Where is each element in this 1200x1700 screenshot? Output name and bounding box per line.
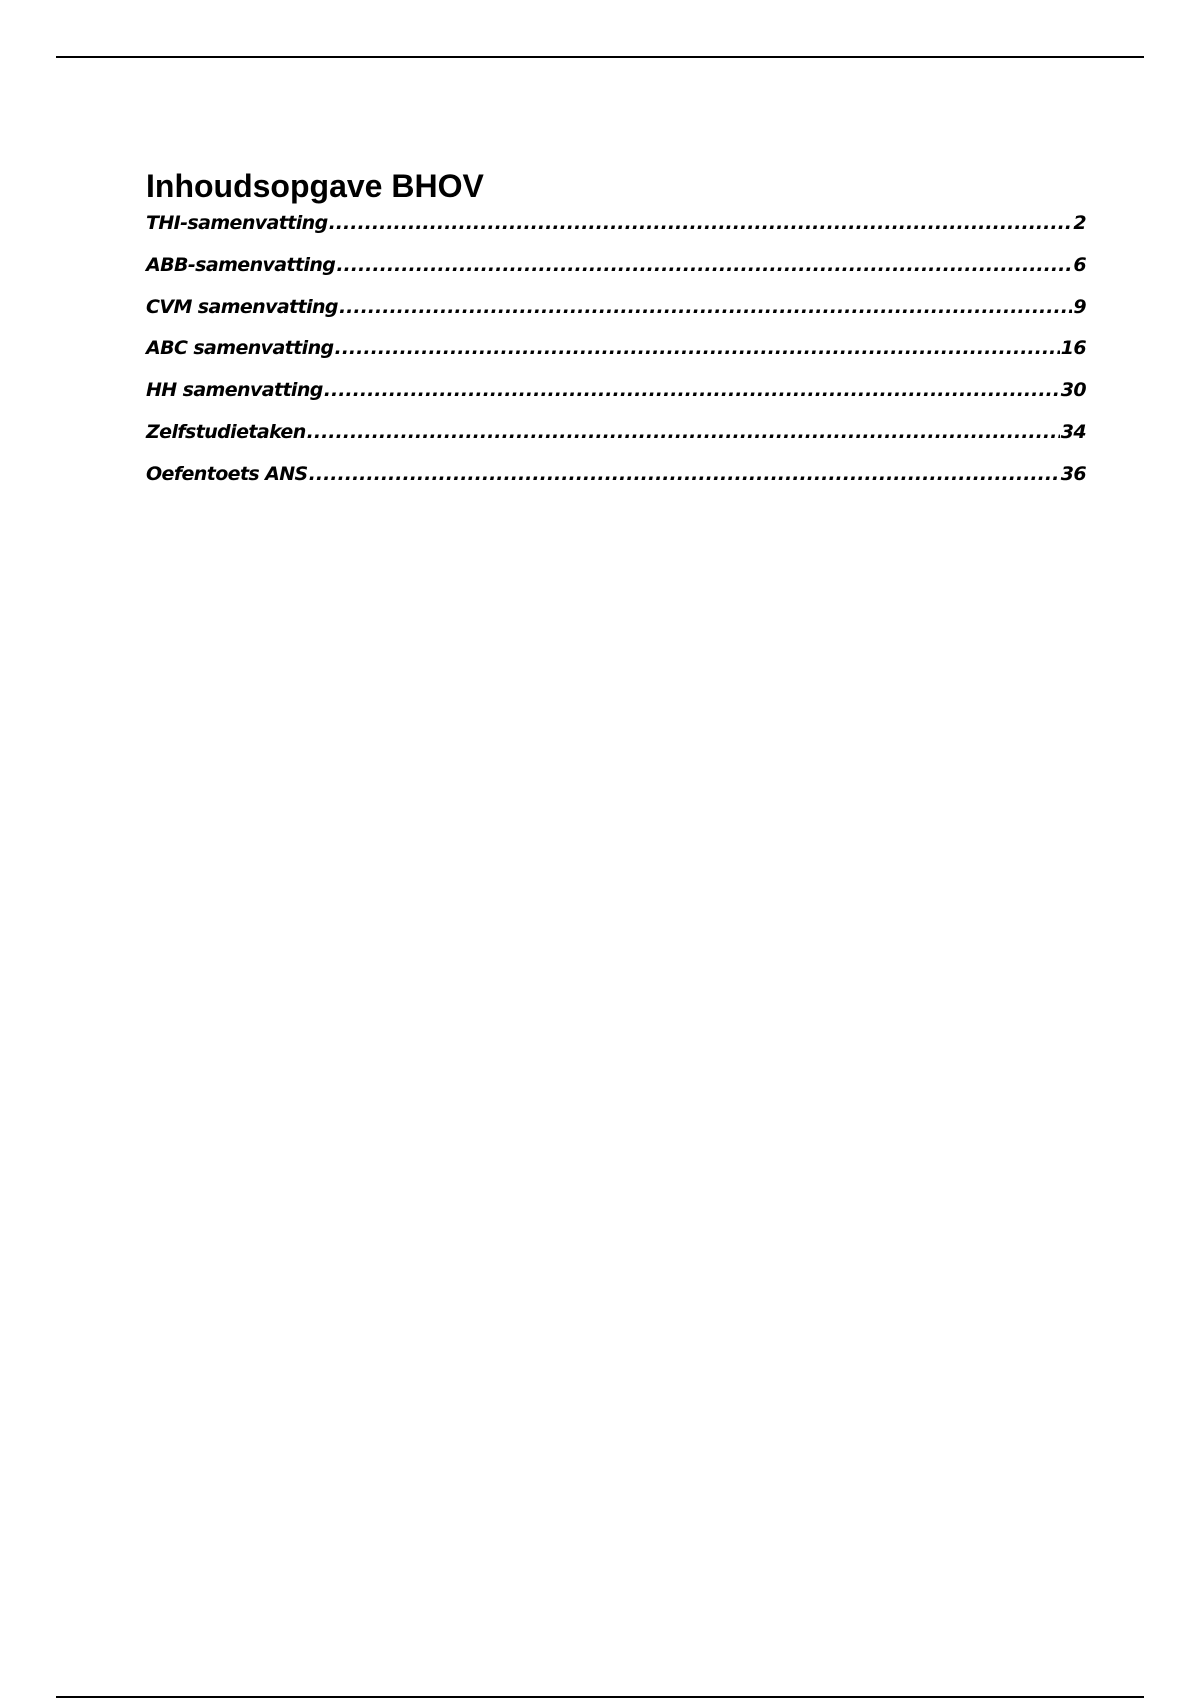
toc-entry-page: 6 bbox=[1073, 253, 1086, 276]
toc-dot-leader bbox=[307, 421, 1060, 443]
toc-entry-label: HH samenvatting bbox=[146, 379, 323, 402]
footer-rule bbox=[56, 1696, 1144, 1698]
toc-entry-label: ABB-samenvatting bbox=[146, 253, 336, 276]
toc-entry-page: 16 bbox=[1060, 337, 1086, 360]
toc-title: Inhoudsopgave BHOV bbox=[146, 168, 484, 204]
toc-entry-thi[interactable] bbox=[146, 212, 1086, 254]
toc-entry-label: Oefentoets ANS bbox=[146, 462, 308, 485]
toc-entry-label: CVM samenvatting bbox=[146, 295, 338, 318]
toc-entry-abc[interactable] bbox=[146, 337, 1086, 379]
toc-entry-page: 34 bbox=[1060, 420, 1086, 443]
table-of-contents bbox=[146, 166, 1086, 505]
toc-entry-page: 2 bbox=[1073, 212, 1086, 234]
toc-dot-leader bbox=[335, 337, 1060, 359]
header-rule bbox=[56, 56, 1144, 58]
toc-dot-leader bbox=[339, 296, 1072, 318]
toc-entry-page: 30 bbox=[1060, 379, 1086, 402]
toc-dot-leader bbox=[336, 254, 1072, 276]
toc-entry-label: THI-samenvatting bbox=[146, 212, 328, 234]
toc-entry-label: ABC samenvatting bbox=[146, 337, 334, 360]
toc-dot-leader bbox=[329, 212, 1073, 234]
toc-dot-leader bbox=[324, 379, 1060, 401]
toc-entry-page: 36 bbox=[1060, 462, 1086, 485]
toc-entry-abb[interactable] bbox=[146, 254, 1086, 296]
toc-dot-leader bbox=[309, 463, 1060, 485]
toc-entry-label: Zelfstudietaken bbox=[146, 420, 306, 443]
toc-entry-oefentoets[interactable] bbox=[146, 463, 1086, 505]
toc-entry-page: 9 bbox=[1073, 295, 1086, 318]
toc-entry-zelfstudietaken[interactable] bbox=[146, 421, 1086, 463]
toc-entry-cvm[interactable] bbox=[146, 296, 1086, 338]
toc-entry-hh[interactable] bbox=[146, 379, 1086, 421]
